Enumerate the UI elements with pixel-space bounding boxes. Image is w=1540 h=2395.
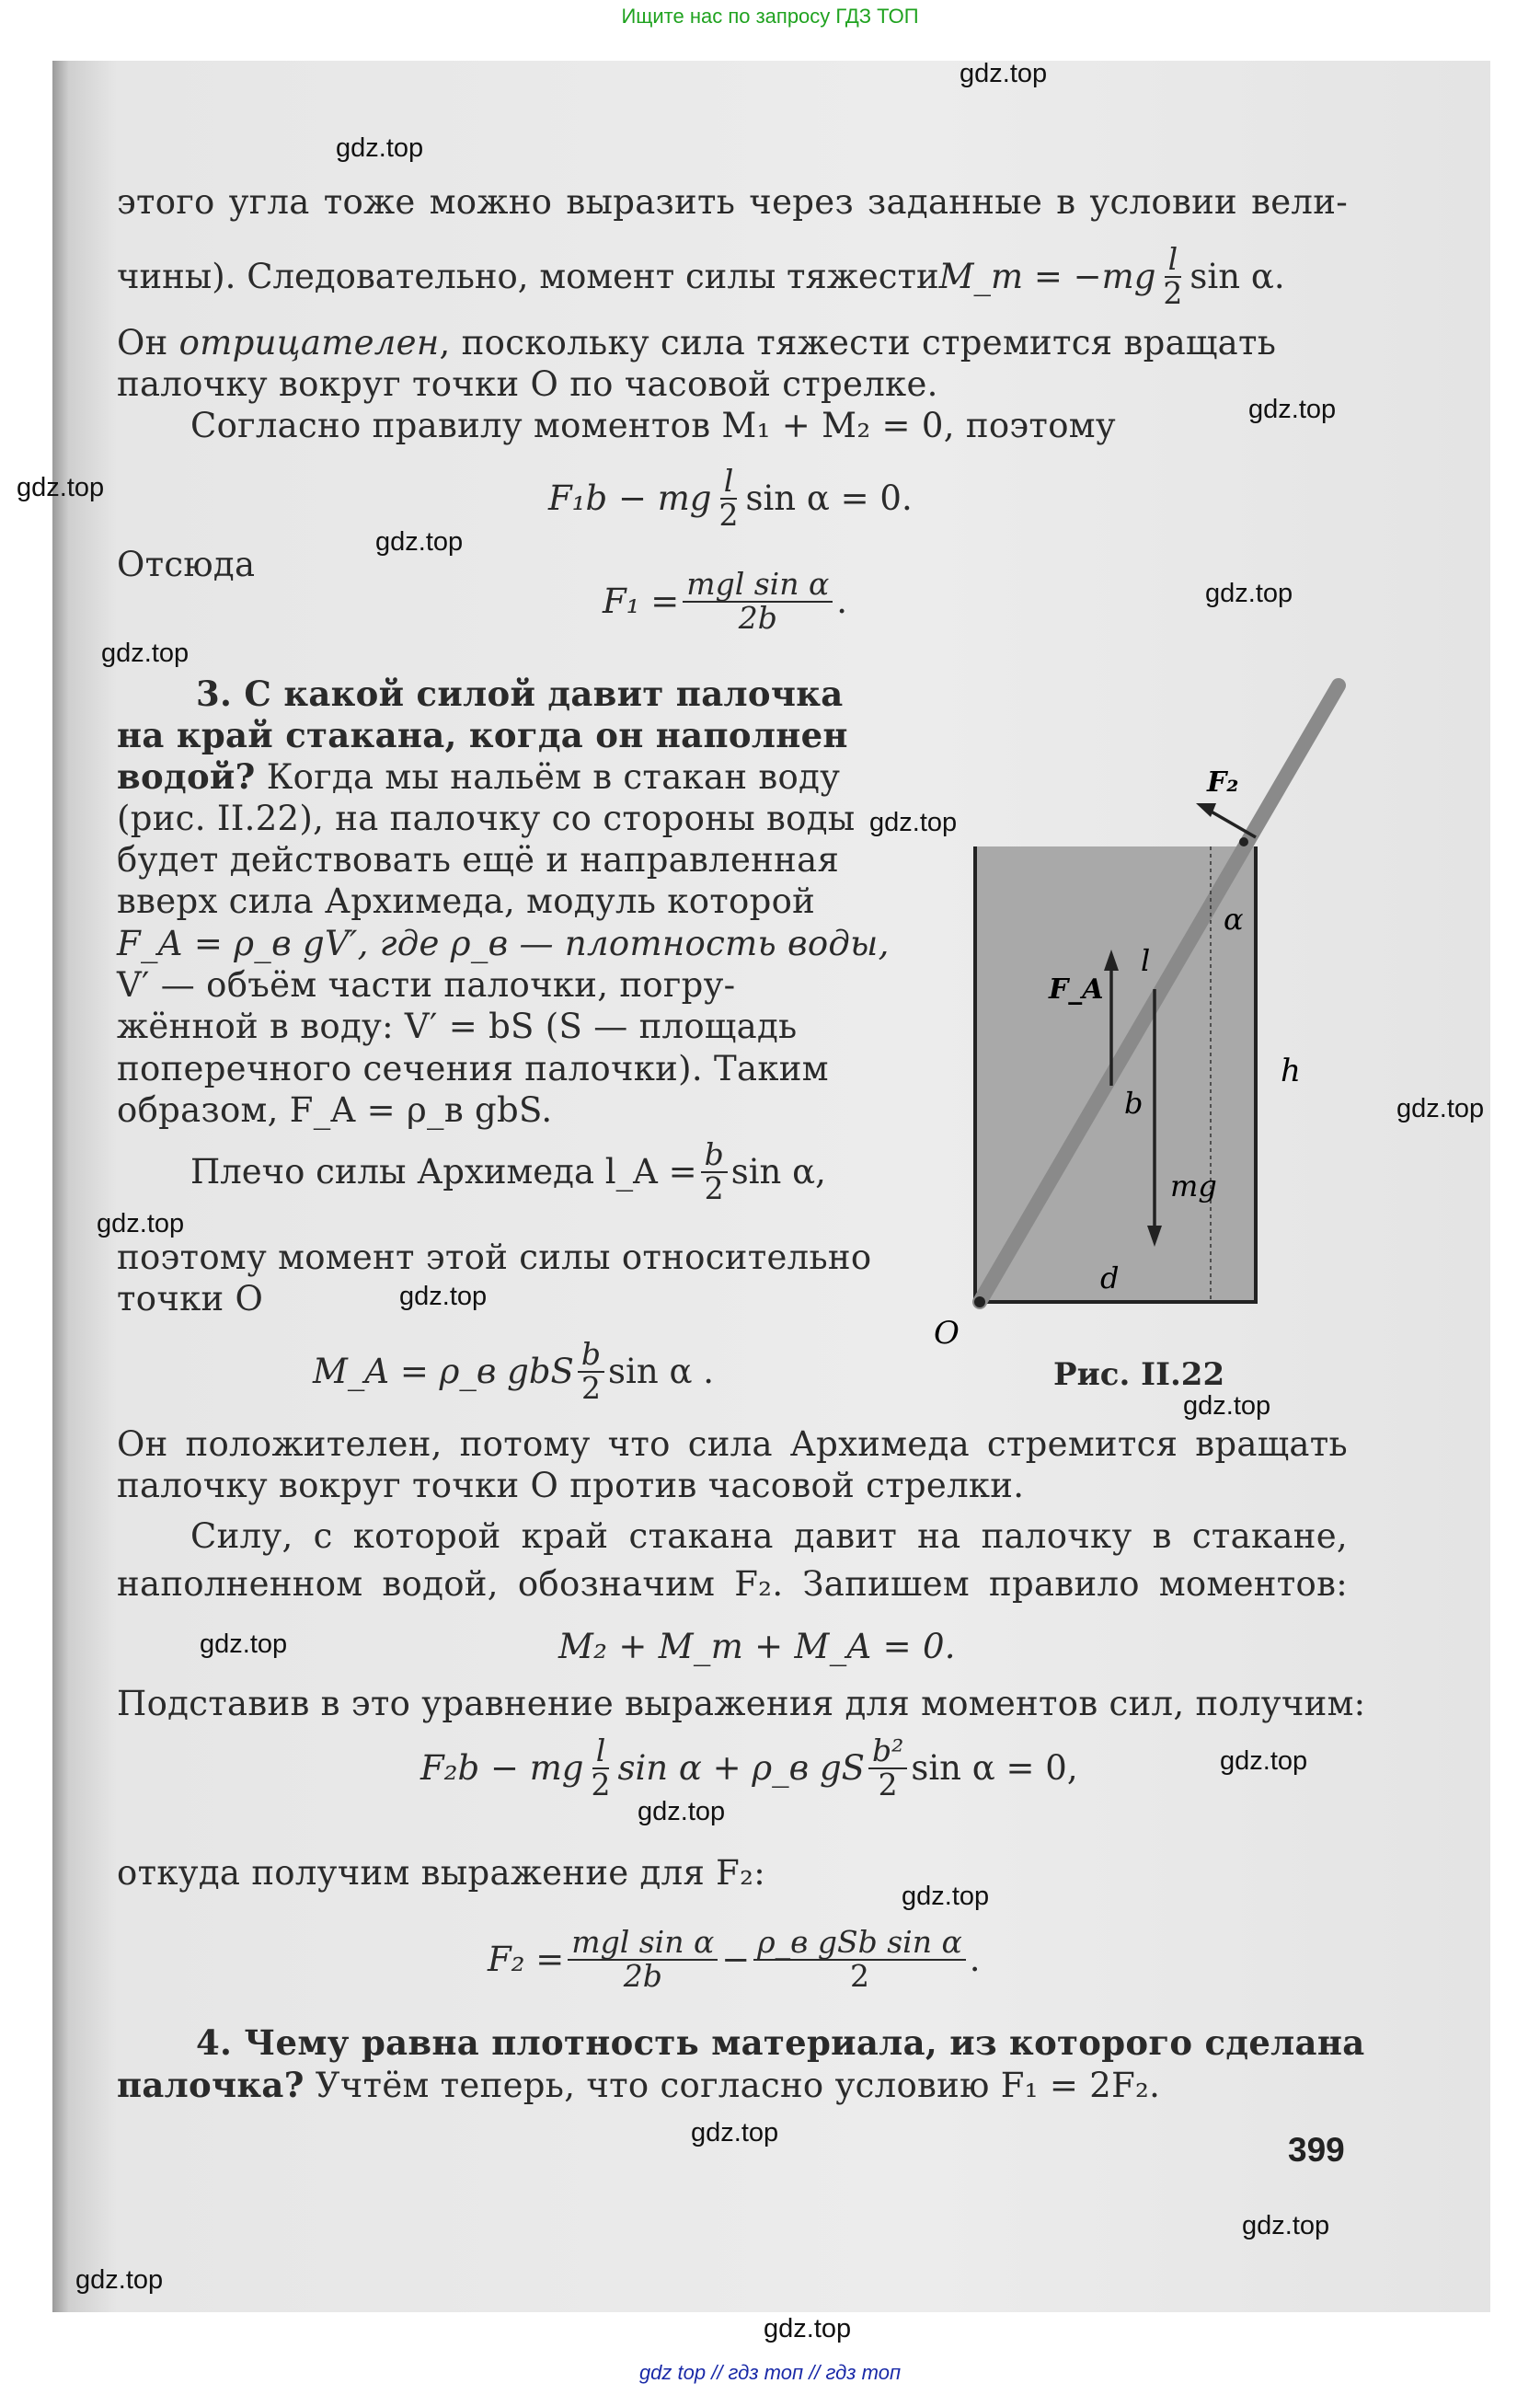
formula-eq1-a: F₁b − mg [548,478,712,519]
formula-f1: F₁ = $\frac{\text{mgl sin α}}{2b}$ . [603,566,848,636]
frac-den: 2 [878,1766,898,1802]
formula-f2: F₂ = $\frac{\text{mgl sin α}}{2b}$ − $\frac{\text{ρ\_в gSb sin α}}{2}$ . [488,1924,981,1994]
watermark: gdz.top [375,527,464,557]
point-o [974,1296,985,1307]
fraction-b2-over-2 [868,1735,907,1801]
frac-num: l [1165,244,1182,278]
watermark: gdz.top [869,808,958,837]
watermark: gdz.top [1183,1391,1271,1421]
formula-ma-lhs: M_A = ρ_в gbS [313,1352,574,1392]
watermark: gdz.top [101,639,190,668]
watermark: gdz.top [97,1209,185,1238]
q3-line-3-text: Когда мы нальём в стакан воду [255,757,841,797]
f2-arrow [1208,810,1256,837]
text-line-4: палочку вокруг точки O по часовой стрелке. [117,364,938,404]
formula-eq1-b: sin α = 0. [745,478,913,519]
watermark: gdz.top [1242,2211,1330,2240]
watermark: gdz.top [1205,579,1293,608]
label-d: d [1100,1261,1120,1295]
q3-line-4: (рис. II.22), на палочку со стороны воды [117,799,856,838]
q3-line-18: наполненном водой, обозначим F₂. Запишем правило моментов: [117,1564,1348,1604]
watermark: gdz.top [691,2118,779,2147]
q3-line-3 [117,756,840,797]
figure-ii22 [920,662,1362,1362]
top-banner[interactable]: Ищите нас по запросу ГДЗ ТОП [621,5,919,28]
q3-line-12-tail: sin α, [730,1152,826,1192]
watermark: gdz.top [336,133,424,163]
frac-num: b [578,1339,604,1373]
fraction-b-over-2 [701,1136,728,1206]
fraction-l-over-2-b [715,463,741,533]
frac-num: ρ_в gSb sin α [753,1927,965,1961]
bottom-banner[interactable]: gdz top // гдз топ // гдз топ [638,2361,902,2384]
q3-heading-3: водой? [117,756,256,797]
frac-den: 2 [1163,274,1183,311]
formula-eq2-a: F₂b − mg [420,1748,584,1789]
watermark: gdz.top [1396,1094,1485,1123]
fraction-f2-b [753,1924,965,1994]
q3-line-17: Силу, с которой край стакана давит на палочку в стакане, [190,1516,1348,1556]
q4-heading: 4. Чему равна плотность материала, из которого сделана [196,2022,1365,2063]
q3-line-15: Он положителен, потому что сила Архимеда стремится вращать [117,1424,1348,1464]
formula-eq2-b: sin α + ρ_в gS [617,1748,865,1789]
frac-num: l [720,466,738,500]
formula-mt-lhs: M_т = −mg [938,257,1156,297]
formula-moments: M₂ + M_т + M_A = 0. [558,1627,956,1666]
text-line-3b: отрицателен [178,323,440,363]
fraction-b-over-2-b [578,1336,604,1406]
q3-line-14: точки O [117,1279,264,1318]
frac-den: 2b [623,1957,662,1994]
fraction-f1 [683,566,833,636]
label-b: b [1124,1086,1144,1121]
formula-f2-mid: − [721,1940,751,1980]
label-fa: F_A [1049,973,1104,1006]
page-number: 399 [1288,2131,1345,2169]
label-mg: mg [1170,1169,1217,1203]
watermark: gdz.top [200,1629,288,1659]
frac-den: 2 [591,1766,611,1802]
q3-line-16: палочку вокруг точки O против часовой стрелки. [117,1466,1025,1505]
fraction-l-over-2-c [587,1735,614,1801]
q3-line-11: образом, F_A = ρ_в gbS. [117,1090,553,1130]
frac-den: 2 [850,1957,870,1994]
text-line-1: этого угла тоже можно выразить через заданные в условии вели- [117,182,1348,222]
q4-heading-2: палочка? [117,2065,305,2105]
q3-line-20: откуда получим выражение для F₂: [117,1853,766,1893]
text-line-2 [117,241,1285,311]
q3-heading-1: 3. С какой силой давит палочка [196,674,844,714]
label-l: l [1141,943,1151,978]
text-line-3 [117,323,1348,363]
watermark: gdz.top [960,59,1048,88]
frac-num: b [701,1139,728,1173]
frac-num: l [592,1735,610,1769]
q4-line-2 [117,2065,1160,2105]
q3-line-8: V′ — объём части палочки, погру- [117,965,736,1005]
q4-line-2-text: Учтём теперь, что согласно условию F₁ = 2F₂. [304,2066,1161,2105]
watermark: gdz.top [75,2265,164,2295]
watermark: gdz.top [764,2314,852,2343]
q3-line-10: поперечного сечения палочки). Таким [117,1049,829,1088]
text-line-3c: , поскольку сила тяжести стремится вращать [439,323,1277,363]
text-line-2-text: чины). Следовательно, момент силы тяжести [117,257,939,297]
fraction-l-over-2 [1159,241,1186,311]
q3-line-6: вверх сила Архимеда, модуль которой [117,881,816,921]
q3-line-7: F_A = ρ_в gV′, где ρ_в — плотность воды, [117,924,890,963]
contact-point [1239,837,1248,846]
frac-den: 2 [704,1169,724,1206]
q3-line-9: жённой в воду: V′ = bS (S — площадь [117,1007,798,1046]
fraction-f2-a [568,1924,718,1994]
watermark: gdz.top [902,1882,990,1911]
q3-line-19: Подставив в это уравнение выражения для моментов сил, получим: [117,1684,1366,1723]
q3-line-13: поэтому момент этой силы относительно [117,1238,872,1277]
figure-caption: Рис. II.22 [1053,1356,1225,1393]
formula-ma [313,1336,714,1406]
q3-line-12-text: Плечо силы Архимеда l_A = [190,1152,697,1192]
text-line-5: Согласно правилу моментов M₁ + M₂ = 0, поэтому [190,406,1116,445]
watermark: gdz.top [17,473,105,502]
frac-den: 2b [738,599,777,636]
watermark: gdz.top [1248,395,1337,424]
frac-den: 2 [718,496,739,533]
label-alpha: α [1224,902,1244,937]
frac-num: b² [868,1735,907,1769]
formula-eq2 [420,1735,1078,1801]
label-o: O [934,1315,960,1352]
text-line-6: Отсюда [117,545,256,584]
text-line-3a: Он [117,323,179,363]
formula-f1-lhs: F₁ = [603,581,680,622]
formula-eq2-c: sin α = 0, [911,1748,1078,1789]
q3-line-5: будет действовать ещё и направленная [117,840,840,880]
watermark: gdz.top [1220,1746,1308,1776]
label-f2: F₂ [1207,766,1239,799]
formula-ma-rhs: sin α . [608,1352,714,1392]
frac-num: mgl sin α [568,1927,718,1961]
formula-eq1 [548,463,913,533]
frac-den: 2 [580,1369,601,1406]
f2-arrowhead [1196,803,1216,817]
formula-mt-rhs: sin α. [1189,257,1285,297]
formula-f2-lhs: F₂ = [488,1940,565,1980]
watermark: gdz.top [638,1797,726,1826]
q3-heading-2: на край стакана, когда он наполнен [117,715,848,755]
watermark: gdz.top [399,1282,488,1311]
frac-num: mgl sin α [683,569,833,603]
label-h: h [1281,1053,1301,1089]
q3-line-12 [190,1136,826,1206]
